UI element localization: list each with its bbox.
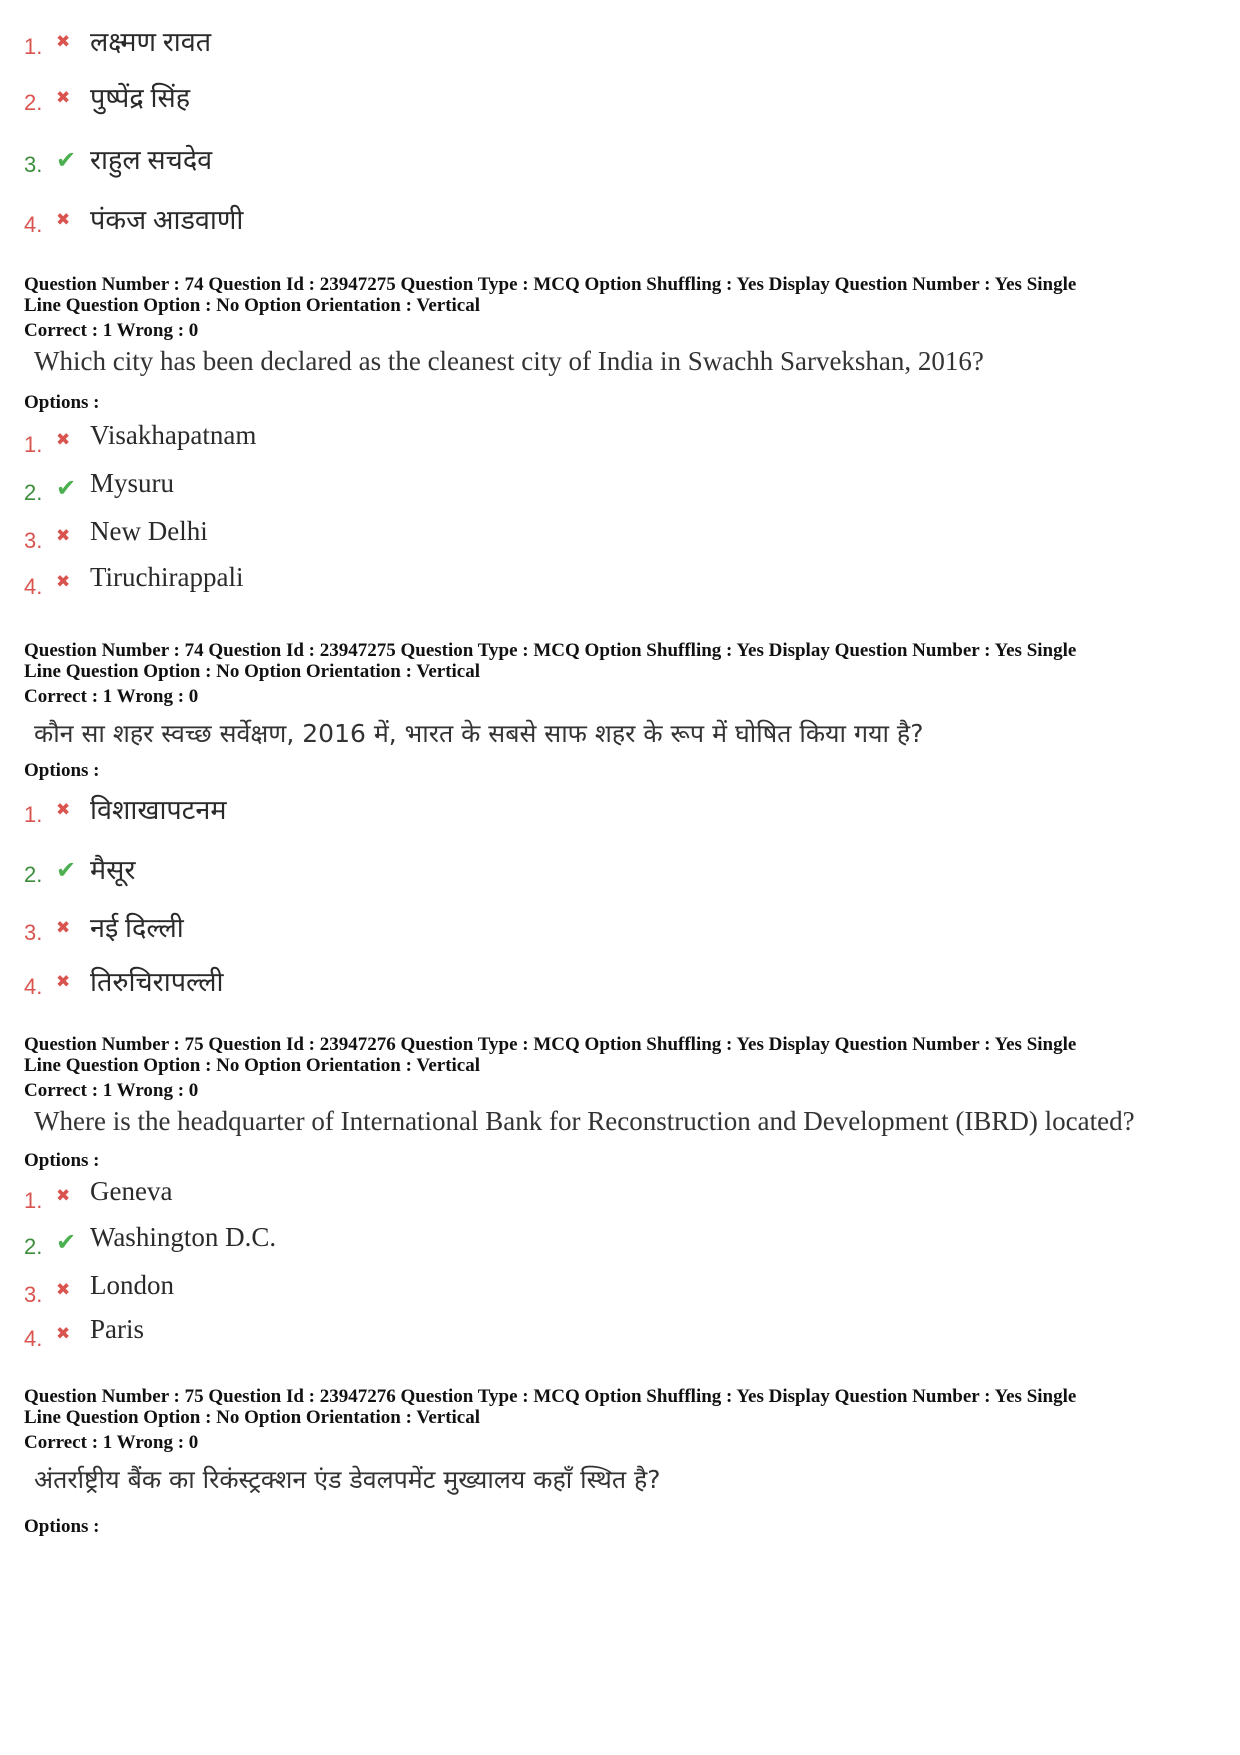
option-text: राहुल सचदेव xyxy=(90,145,213,175)
option-row xyxy=(24,78,724,118)
cross-mark-icon: ✖ xyxy=(56,572,71,592)
score-info: Correct : 1 Wrong : 0 xyxy=(24,1080,199,1101)
option-number: 2. xyxy=(24,1234,43,1259)
option-text: पुष्पेंद्र सिंह xyxy=(90,83,191,113)
options-label: Options : xyxy=(24,760,100,781)
option-row xyxy=(24,562,724,602)
option-text: लक्ष्मण रावत xyxy=(90,27,212,57)
option-row xyxy=(24,1314,724,1354)
question-meta-line: Question Number : 75 Question Id : 23947276 Question Type : MCQ Option Shuffling : Yes Display Question Number : Yes Single xyxy=(24,1386,1077,1407)
question-text: Where is the headquarter of International Bank for Reconstruction and Development (IBRD) located? xyxy=(34,1106,1135,1136)
option-number: 1. xyxy=(24,432,43,457)
score-info: Correct : 1 Wrong : 0 xyxy=(24,320,199,341)
question-text: कौन सा शहर स्वच्छ सर्वेक्षण, 2016 में, भारत के सबसे साफ शहर के रूप में घोषित किया गया है? xyxy=(34,719,924,748)
question-meta xyxy=(24,1034,1219,1076)
option-number: 1. xyxy=(24,34,43,59)
options-label: Options : xyxy=(24,392,100,413)
cross-mark-icon: ✖ xyxy=(56,32,71,52)
question-text: Which city has been declared as the cleanest city of India in Swachh Sarvekshan, 2016? xyxy=(34,346,984,376)
question-meta-line: Line Question Option : No Option Orientation : Vertical xyxy=(24,661,481,682)
option-text: विशाखापटनम xyxy=(90,795,227,825)
question-meta xyxy=(24,640,1219,682)
cross-mark-icon: ✖ xyxy=(56,918,71,938)
option-number: 2. xyxy=(24,480,43,505)
question-text: अंतर्राष्ट्रीय बैंक का रिकंस्ट्रक्शन एंड डेवलपमेंट मुख्यालय कहाँ स्थित है? xyxy=(34,1465,661,1494)
option-number: 2. xyxy=(24,862,43,887)
score-info: Correct : 1 Wrong : 0 xyxy=(24,686,199,707)
option-row xyxy=(24,908,724,948)
check-mark-icon: ✔ xyxy=(56,474,77,502)
option-row xyxy=(24,468,724,508)
option-row xyxy=(24,1176,724,1216)
option-text: Tiruchirappali xyxy=(90,562,244,592)
option-row xyxy=(24,22,724,62)
option-number: 3. xyxy=(24,920,43,945)
cross-mark-icon: ✖ xyxy=(56,972,71,992)
option-number: 3. xyxy=(24,1282,43,1307)
cross-mark-icon: ✖ xyxy=(56,1324,71,1344)
cross-mark-icon: ✖ xyxy=(56,1186,71,1206)
option-number: 1. xyxy=(24,1188,43,1213)
option-row xyxy=(24,1222,724,1262)
question-meta-line: Line Question Option : No Option Orientation : Vertical xyxy=(24,1407,481,1428)
option-number: 2. xyxy=(24,90,43,115)
option-text: पंकज आडवाणी xyxy=(90,205,244,235)
option-row xyxy=(24,200,724,240)
option-row xyxy=(24,420,724,460)
cross-mark-icon: ✖ xyxy=(56,526,71,546)
check-mark-icon: ✔ xyxy=(56,1228,77,1256)
option-text: New Delhi xyxy=(90,516,208,546)
option-text: Geneva xyxy=(90,1176,173,1206)
option-text: Paris xyxy=(90,1314,144,1344)
question-meta-line: Question Number : 74 Question Id : 23947275 Question Type : MCQ Option Shuffling : Yes Display Question Number : Yes Single xyxy=(24,640,1077,661)
options-label: Options : xyxy=(24,1150,100,1171)
question-meta-line: Question Number : 74 Question Id : 23947275 Question Type : MCQ Option Shuffling : Yes Display Question Number : Yes Single xyxy=(24,274,1077,295)
option-text: London xyxy=(90,1270,174,1300)
cross-mark-icon: ✖ xyxy=(56,1280,71,1300)
option-number: 4. xyxy=(24,1326,43,1351)
option-row xyxy=(24,790,724,830)
cross-mark-icon: ✖ xyxy=(56,88,71,108)
option-text: Visakhapatnam xyxy=(90,420,257,450)
check-mark-icon: ✔ xyxy=(56,856,77,884)
option-text: नई दिल्ली xyxy=(90,913,184,943)
question-meta xyxy=(24,274,1219,316)
options-label: Options : xyxy=(24,1516,100,1537)
check-mark-icon: ✔ xyxy=(56,146,77,174)
option-number: 1. xyxy=(24,802,43,827)
cross-mark-icon: ✖ xyxy=(56,800,71,820)
option-number: 3. xyxy=(24,528,43,553)
cross-mark-icon: ✖ xyxy=(56,430,71,450)
option-row xyxy=(24,1270,724,1310)
option-row xyxy=(24,850,724,890)
cross-mark-icon: ✖ xyxy=(56,210,71,230)
score-info: Correct : 1 Wrong : 0 xyxy=(24,1432,199,1453)
question-meta-line: Line Question Option : No Option Orientation : Vertical xyxy=(24,295,481,316)
question-meta-line: Line Question Option : No Option Orientation : Vertical xyxy=(24,1055,481,1076)
option-number: 4. xyxy=(24,974,43,999)
option-text: तिरुचिरापल्ली xyxy=(90,967,224,997)
option-text: Washington D.C. xyxy=(90,1222,277,1252)
option-number: 3. xyxy=(24,152,43,177)
option-row xyxy=(24,516,724,556)
option-number: 4. xyxy=(24,212,43,237)
option-text: Mysuru xyxy=(90,468,175,498)
option-text: मैसूर xyxy=(90,855,136,885)
option-row xyxy=(24,140,724,180)
question-meta-line: Question Number : 75 Question Id : 23947276 Question Type : MCQ Option Shuffling : Yes Display Question Number : Yes Single xyxy=(24,1034,1077,1055)
question-meta xyxy=(24,1386,1219,1428)
option-row xyxy=(24,962,724,1002)
option-number: 4. xyxy=(24,574,43,599)
